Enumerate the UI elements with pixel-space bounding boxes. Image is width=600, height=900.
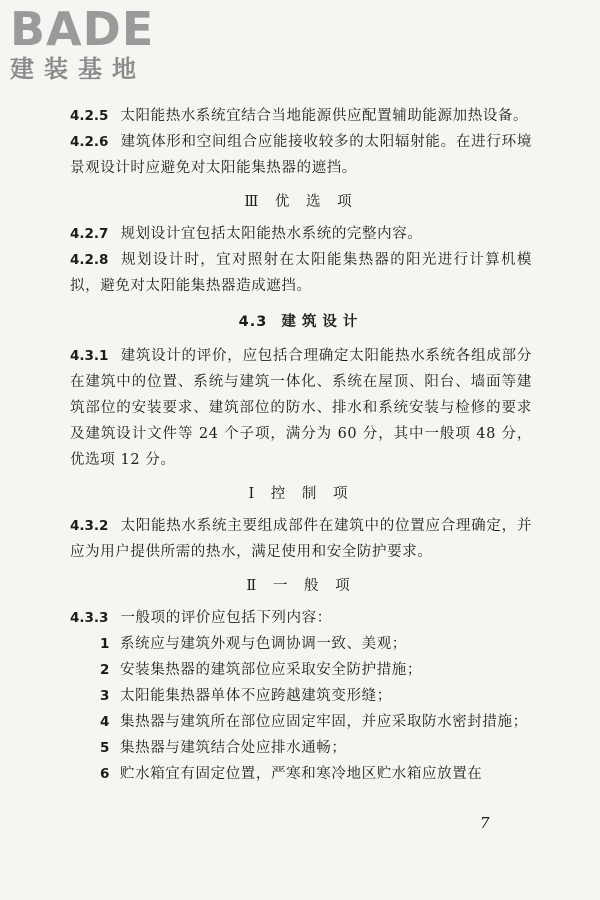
- list-item-text: 贮水箱宜有固定位置，严寒和寒冷地区贮水箱应放置在: [120, 766, 483, 782]
- clause-4-3-2: [70, 513, 532, 565]
- clause-number: 4.2.6: [70, 134, 109, 150]
- clause-text: 建筑设计的评价，应包括合理确定太阳能热水系统各组成部分在建筑中的位置、系统与建筑一体化、系统在屋顶、阳台、墙面等建筑部位的安装要求、建筑部位的防水、排水和系统安装与检修的要求及建筑设计文件等 24 个子项，满分为 60 分，其中一般项 48 分，优选项 12 分。: [70, 348, 532, 468]
- clause-text: 规划设计时，宜对照射在太阳能集热器的阳光进行计算机模拟，避免对太阳能集热器造成遮挡。: [70, 252, 532, 294]
- page-number: 7: [480, 814, 490, 832]
- list-item-number: 4: [100, 714, 110, 730]
- clause-number: 4.2.5: [70, 108, 109, 124]
- list-item-text: 集热器与建筑所在部位应固定牢固，并应采取防水密封措施；: [120, 714, 528, 730]
- logo-wordmark: BADE: [10, 2, 155, 56]
- clause-number: 4.3.1: [70, 348, 109, 364]
- subheading-general-items: Ⅱ 一 般 项: [246, 578, 356, 594]
- list-item-text: 系统应与建筑外观与色调协调一致、美观；: [120, 636, 407, 652]
- list-item-text: 太阳能集热器单体不应跨越建筑变形缝；: [120, 688, 392, 704]
- list-item-number: 6: [100, 766, 110, 782]
- clause-4-3-1: [70, 343, 532, 473]
- clause-number: 4.2.7: [70, 226, 109, 242]
- clause-4-2-5: [70, 103, 532, 129]
- clause-text: 建筑体形和空间组合应能接收较多的太阳辐射能。在进行环境景观设计时应避免对太阳能集热器的遮挡。: [70, 134, 532, 176]
- list-item-text: 安装集热器的建筑部位应采取安全防护措施；: [120, 662, 422, 678]
- list-item: [70, 657, 532, 683]
- clause-4-2-8: [70, 247, 532, 299]
- section-heading-4-3: [70, 309, 532, 335]
- list-item-number: 3: [100, 688, 110, 704]
- section-title: 建筑设计: [281, 313, 364, 330]
- clause-number: 4.3.3: [70, 610, 109, 626]
- list-item: [70, 683, 532, 709]
- list-item: [70, 631, 532, 657]
- list-item: [70, 761, 532, 787]
- clause-number: 4.2.8: [70, 252, 109, 268]
- clause-text: 太阳能热水系统主要组成部件在建筑中的位置应合理确定，并应为用户提供所需的热水，满足使用和安全防护要求。: [70, 518, 532, 560]
- subheading-optional-items: Ⅲ 优 选 项: [244, 194, 358, 210]
- clause-text: 一般项的评价应包括下列内容：: [120, 610, 332, 626]
- list-item-number: 2: [100, 662, 110, 678]
- list-item-text: 集热器与建筑结合处应排水通畅；: [120, 740, 347, 756]
- clause-4-2-6: [70, 129, 532, 181]
- clause-text: 规划设计宜包括太阳能热水系统的完整内容。: [120, 226, 423, 242]
- list-item-number: 1: [100, 636, 110, 652]
- subheading-control-items: Ⅰ 控 制 项: [248, 486, 354, 502]
- section-number: 4.3: [238, 314, 268, 330]
- clause-number: 4.3.2: [70, 518, 109, 534]
- logo-subtitle: 建装基地: [10, 55, 146, 83]
- list-item: [70, 735, 532, 761]
- clause-text: 太阳能热水系统宜结合当地能源供应配置辅助能源加热设备。: [120, 108, 529, 124]
- list-item: [70, 709, 532, 735]
- clause-4-3-3: [70, 605, 532, 631]
- list-item-number: 5: [100, 740, 110, 756]
- clause-4-2-7: [70, 221, 532, 247]
- document-body: [70, 103, 532, 787]
- logo: [10, 2, 180, 84]
